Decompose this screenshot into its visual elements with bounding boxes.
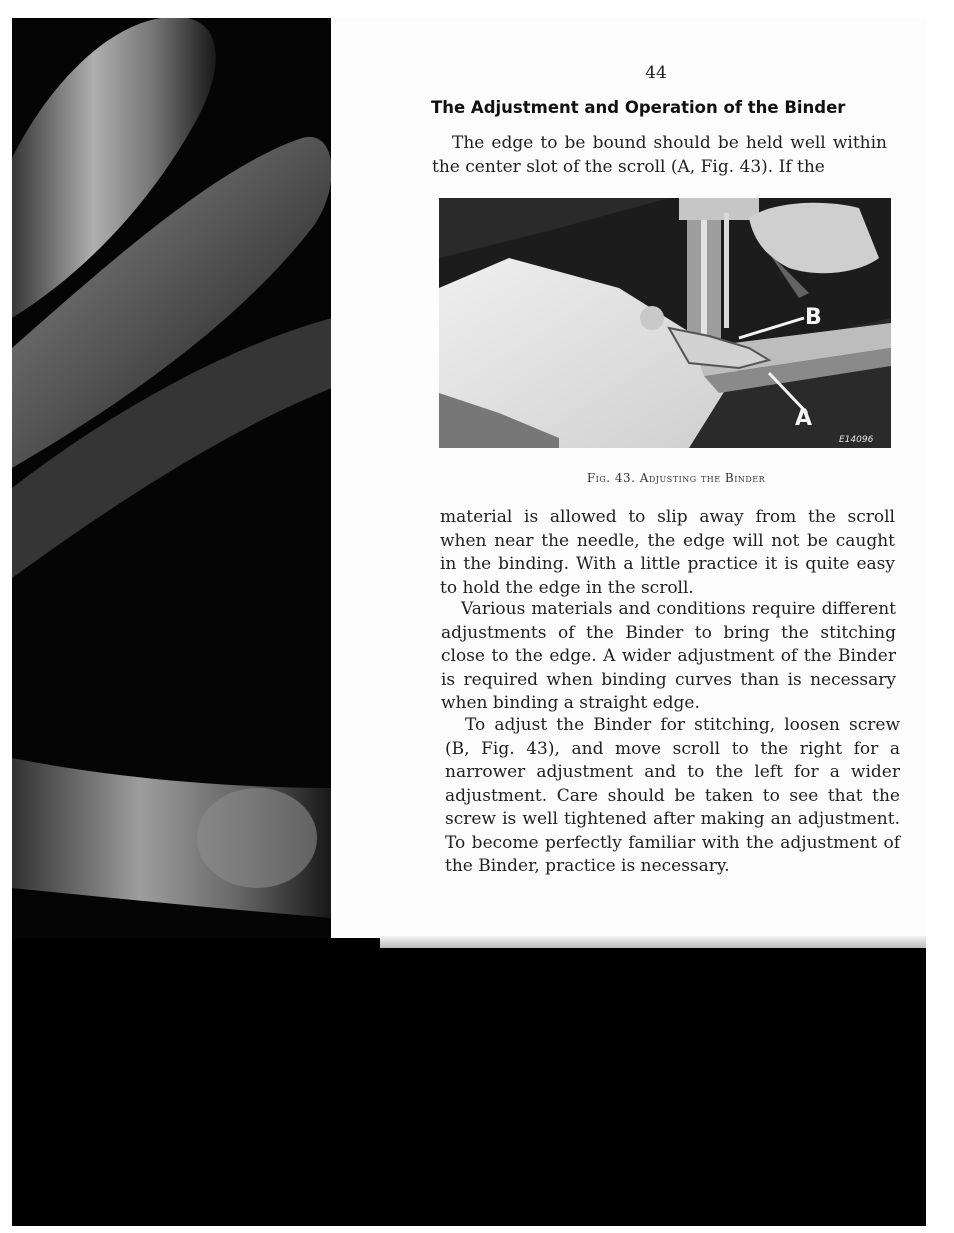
figure-43-photo [439,198,891,448]
paragraph-intro: The edge to be bound should be held well within the center slot of the scroll (A, Fig. 43). If the [432,133,887,177]
hand-photo [12,18,332,938]
book-page [331,18,926,938]
page-edge-shadow [380,936,926,948]
figure-label-b: B [805,305,822,330]
section-heading: The Adjustment and Operation of the Binder [431,98,846,117]
figure-caption: Fig. 43. Adjusting the Binder [586,471,766,485]
paragraph-adjust: To adjust the Binder for stitching, loosen screw (B, Fig. 43), and move scroll to the right for a narrower adjustment and to the left for a wider adjustment. Care should be taken to see that the screw is well tightened after making an adjustment. To become perfectly familiar with the adjustment of the Binder, practice is necessary. [445,715,900,876]
figure-label-a: A [795,406,813,431]
paragraph-various: Various materials and conditions require different adjustments of the Binder to bring the stitching close to the edge. A wider adjustment of the Binder is required when binding curves than is necessary when binding a straight edge. [441,599,896,713]
figure-code: E14096 [839,435,874,445]
page-number: 44 [645,63,667,83]
paragraph-material: material is allowed to slip away from the scroll when near the needle, the edge will not be caught in the binding. With a little practice it is quite easy to hold the edge in the scroll. [440,507,895,598]
